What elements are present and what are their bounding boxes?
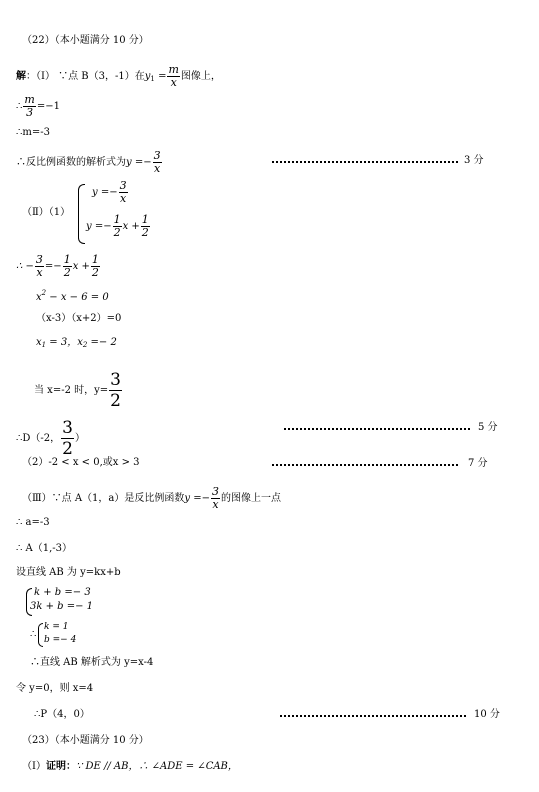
set-y-zero: 令 y=0，则 x=4 — [16, 683, 94, 694]
let-line-ab: 设直线 AB 为 y=kx+b — [16, 567, 121, 578]
point-p-line: ∴P（4，0） — [34, 709, 90, 720]
b-solution: b =− 4 — [44, 635, 77, 645]
k-solution: k = 1 — [44, 622, 69, 632]
line-ab-formula: ∴直线 AB 解析式为 y=x-4 — [30, 657, 154, 668]
combined-equation: ∴ − $\frac{3}{x}$ =− $\frac{1}{2}$ x + $\frac{1}{2}$ — [16, 253, 99, 279]
a-point-line: ∴ A（1,-3） — [16, 543, 73, 554]
eq-sign: = — [158, 71, 167, 82]
substitution-line: 当 x=-2 时，y= $\frac{3}{2}$ — [34, 370, 121, 411]
kb-solution-brace — [38, 623, 43, 647]
factored-equation: （x-3）（x+2）=0 — [36, 313, 122, 324]
proof-line: （Ⅰ）证明：∵ DE // AB，∴ ∠ADE = ∠CAB， — [22, 761, 238, 772]
kb-eq-2: 3k + b =− 1 — [30, 601, 94, 612]
part-2-label: （Ⅱ）（1） — [22, 207, 71, 218]
part-1-suffix: 图像上， — [180, 71, 221, 82]
system-eq-1: y =− $\frac{3}{x}$ — [92, 179, 127, 205]
kb-solution-therefore: ∴ — [30, 629, 37, 640]
part-1-text: ：（Ⅰ） ∵点 B（3，-1）在 — [26, 71, 145, 82]
leader-dots-1 — [272, 161, 458, 163]
score-10: 10 分 — [474, 709, 500, 720]
inverse-formula-line: ∴反比例函数的解析式为y =− $\frac{3}{x}$ — [16, 149, 161, 175]
big-three-halves: $\frac{3}{2}$ — [110, 370, 121, 411]
m-over-3-line: ∴ $\frac{m}{3}$ =−1 — [16, 93, 60, 119]
range-line: （2）-2 < x < 0,或x > 3 — [22, 457, 140, 468]
score-3: 3 分 — [464, 155, 484, 166]
proof-label: 证明： — [45, 761, 76, 772]
leader-dots-2 — [284, 428, 470, 430]
kb-eq-1: k + b =− 3 — [34, 587, 91, 598]
m-over-3-fraction: $\frac{m}{3}$ — [24, 93, 35, 119]
part-1-statement: 解：（Ⅰ） ∵点 B（3，-1）在$y_1$ = $\frac{m}{x}$ 图像上， — [16, 63, 221, 89]
system-brace — [78, 184, 85, 244]
question-23-header: （23）（本小题满分 10 分） — [22, 735, 149, 746]
roots-line: $x_1 = 3$，$x_2 =- 2$ — [36, 337, 117, 349]
question-22-header: （22）（本小题满分 10 分） — [22, 35, 149, 46]
point-d-line: ∴D（-2， $\frac{3}{2}$ ） — [16, 418, 85, 459]
a-value-line: ∴ a=-3 — [16, 517, 50, 528]
y1-var: y — [144, 71, 151, 82]
solution-label: 解 — [16, 71, 26, 82]
part-3-statement: （Ⅲ）∵点 A（1，a）是反比例函数y =− $\frac{3}{x}$ 的图像上一点 — [22, 485, 281, 511]
m-over-x-fraction: $\frac{m}{x}$ — [168, 63, 179, 89]
score-5: 5 分 — [478, 422, 498, 433]
leader-dots-4 — [280, 715, 466, 717]
m-value-line: ∴m=-3 — [16, 127, 50, 138]
leader-dots-3 — [272, 464, 458, 466]
system-eq-2: y =− $\frac{1}{2}$ x + $\frac{1}{2}$ — [86, 213, 149, 239]
quadratic-equation: $x^2 - x - 6 = 0$ — [36, 289, 109, 303]
score-7: 7 分 — [468, 458, 488, 469]
three-over-x-fraction: $\frac{3}{x}$ — [153, 149, 161, 175]
